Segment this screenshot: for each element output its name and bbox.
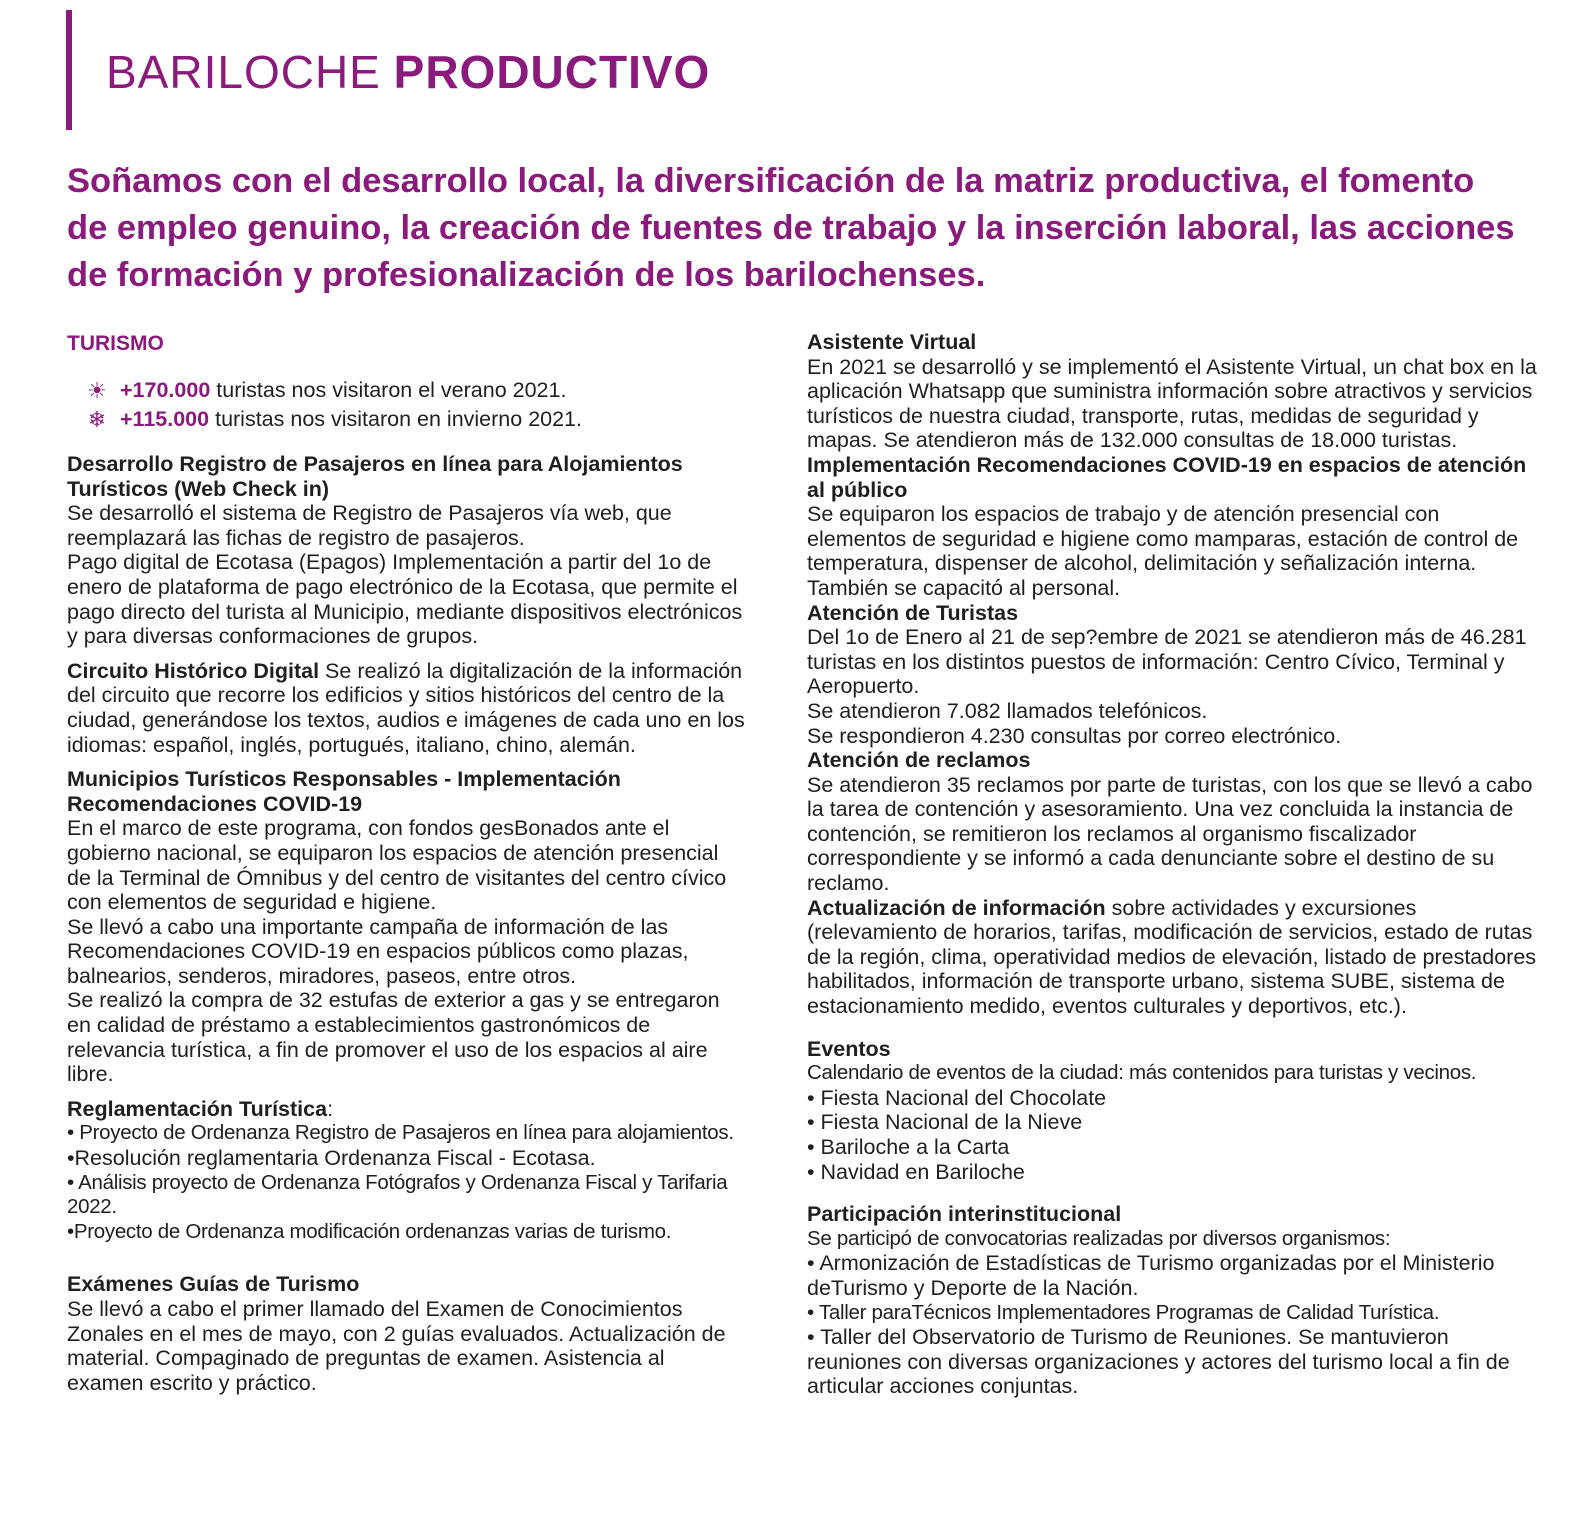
stat-winter-text: turistas nos visitaron en invierno 2021.: [215, 407, 582, 431]
snowflake-icon: ❄: [87, 407, 107, 432]
registro-heading: Desarrollo Registro de Pasajeros en línea para Alojamientos Turísticos (Web Check in): [67, 452, 683, 501]
municipios-body-2: Se llevó a cabo una importante campaña de información de las Recomendaciones COVID-19 en espacios públicos como plazas, balnearios, senderos, miradores, paseos, entre otros.: [67, 914, 689, 988]
eventos-item: • Fiesta Nacional del Chocolate: [807, 1085, 1107, 1110]
eventos-heading: Eventos: [807, 1036, 891, 1061]
participacion-heading: Participación interinstitucional: [807, 1202, 1122, 1227]
reglamentacion-item: •Proyecto de Ordenanza modificación ordenanzas varias de turismo.: [67, 1219, 672, 1243]
participacion-item: • Armonización de Estadísticas de Turismo organizadas por el Ministerio deTurismo y Deporte de la Nación.: [807, 1251, 1495, 1300]
header-bold-text: PRODUCTIVO: [393, 46, 711, 98]
participacion-intro: Se participó de convocatorias realizadas por diversos organismos:: [807, 1226, 1391, 1250]
municipios-body-1: En el marco de este programa, con fondos gesBonados ante el gobierno nacional, se equiparon los espacios de atención presencial de la Terminal de Ómnibus y del centro de visitantes del centro cívico con elementos de seguridad e higiene.: [67, 816, 727, 915]
examenes-heading: Exámenes Guías de Turismo: [67, 1272, 360, 1297]
stat-winter-number: +115.000: [120, 407, 210, 431]
registro-body-2: Pago digital de Ecotasa (Epagos) Implementación a partir del 1o de enero de plataforma de pago electrónico de la Ecotasa, que permite el pago directo del turista al Municipio, mediante dispositivos electrónicos y para diversas conformaciones de grupos.: [67, 550, 743, 649]
reglamentacion-heading: Reglamentación Turística: [67, 1096, 328, 1121]
municipios-heading: Municipios Turísticos Responsables - Implementación Recomendaciones COVID-19: [67, 767, 621, 816]
covid-body: Se equiparon los espacios de trabajo y de atención presencial con elementos de seguridad e higiene como mamparas, estación de control de temperatura, dispenser de alcohol, delimitación y señalización interna. También se capacitó al personal.: [807, 502, 1519, 600]
actualizacion-paragraph: [807, 896, 1542, 1019]
stat-summer-number: +170.000: [120, 378, 211, 402]
page-header: [106, 42, 710, 102]
left-column: [67, 330, 747, 1395]
actualizacion-body: sobre actividades y excursiones (relevamiento de horarios, tarifas, modificación de servicios, estado de rutas de la región, clima, operatividad medios de elevación, listado de prestadores habilitados, información de transporte urbano, sistema SUBE, sistema de estacionamiento medido, eventos culturales y deportivos, etc.).: [807, 895, 1537, 1019]
atencion-body-1: Del 1o de Enero al 21 de sep?embre de 2021 se atendieron más de 46.281 turistas en los distintos puestos de información: Centro Cívico, Terminal y Aeropuerto.: [807, 625, 1527, 699]
covid-heading: Implementación Recomendaciones COVID-19 en espacios de atención al público: [807, 452, 1527, 502]
examenes-body: Se llevó a cabo el primer llamado del Examen de Conocimientos Zonales en el mes de mayo, con 2 guías evaluados. Actualización de material. Compaginado de preguntas de examen. Asistencia al examen escrito y práctico.: [67, 1297, 726, 1395]
municipios-body-3: Se realizó la compra de 32 estufas de exterior a gas y se entregaron en calidad de préstamo a establecimientos gastronómicos de relevancia turística, a fin de promover el uso de los espacios al aire libre.: [67, 988, 720, 1087]
stat-summer-text: turistas nos visitaron el verano 2021.: [216, 378, 567, 402]
stat-summer: [82, 376, 747, 405]
reglamentacion-item: • Análisis proyecto de Ordenanza Fotógrafos y Ordenanza Fiscal y Tarifaria 2022.: [67, 1170, 728, 1219]
eventos-intro: Calendario de eventos de la ciudad: más contenidos para turistas y vecinos.: [807, 1061, 1477, 1085]
reclamos-body: Se atendieron 35 reclamos por parte de turistas, con los que se llevó a cabo la tarea de contención y asesoramiento. Una vez concluida la instancia de contención, se remitieron los reclamos al organismo fiscalizador correspondiente y se informó a cada denunciante sobre el destino de su reclamo.: [807, 772, 1533, 896]
circuito-heading: Circuito Histórico Digital: [67, 658, 320, 683]
intro-statement: Soñamos con el desarrollo local, la diversificación de la matriz productiva, el fomento de empleo genuino, la creación de fuentes de trabajo y la inserción laboral, las acciones de formación y profesionalización de los barilochenses.: [67, 162, 1515, 294]
reglamentacion-colon: :: [327, 1096, 334, 1121]
asistente-body: En 2021 se desarrolló y se implementó el Asistente Virtual, un chat box en la aplicación Whatsapp que suministra información sobre atractivos y servicios turísticos de nuestra ciudad, transporte, rutas, medidas de seguridad y mapas. Se atendieron más de 132.000 consultas de 18.000 turistas.: [807, 354, 1537, 453]
reglamentacion-heading-line: [67, 1097, 747, 1122]
eventos-item: • Navidad en Bariloche: [807, 1159, 1025, 1184]
reglamentacion-item: •Resolución reglamentaria Ordenanza Fiscal - Ecotasa.: [67, 1146, 596, 1171]
registro-body-1: Se desarrolló el sistema de Registro de Pasajeros vía web, que reemplazará las fichas de registro de pasajeros.: [67, 501, 672, 550]
eventos-item: • Bariloche a la Carta: [807, 1135, 1010, 1159]
eventos-item: • Fiesta Nacional de la Nieve: [807, 1110, 1083, 1135]
participacion-item: • Taller del Observatorio de Turismo de Reuniones. Se mantuvieron reuniones con diversas organizaciones y actores del turismo local a fin de articular acciones conjuntas.: [807, 1325, 1510, 1399]
circuito-body: Se realizó la digitalización de la información del circuito que recorre los edificios y sitios históricos del centro de la ciudad, generándose los textos, audios e imágenes de cada uno en los idiomas: español, inglés, portugués, italiano, chino, alemán.: [67, 658, 745, 757]
header-accent-bar: [66, 10, 72, 130]
section-title-turismo: TURISMO: [67, 332, 164, 355]
atencion-body-2: Se atendieron 7.082 llamados telefónicos.: [807, 698, 1208, 723]
participacion-item: • Taller paraTécnicos Implementadores Programas de Calidad Turística.: [807, 1300, 1440, 1324]
right-column: [807, 330, 1542, 1399]
asistente-heading: Asistente Virtual: [807, 330, 977, 354]
atencion-heading: Atención de Turistas: [807, 600, 1019, 625]
stat-winter: [82, 405, 747, 434]
sun-icon: ☀: [87, 378, 107, 403]
reglamentacion-item: • Proyecto de Ordenanza Registro de Pasajeros en línea para alojamientos.: [67, 1121, 734, 1145]
actualizacion-heading: Actualización de información: [807, 895, 1106, 920]
atencion-body-3: Se respondieron 4.230 consultas por correo electrónico.: [807, 723, 1342, 748]
reclamos-heading: Atención de reclamos: [807, 748, 1031, 773]
circuito-paragraph: [67, 659, 747, 757]
header-light-text: BARILOCHE: [106, 46, 381, 98]
